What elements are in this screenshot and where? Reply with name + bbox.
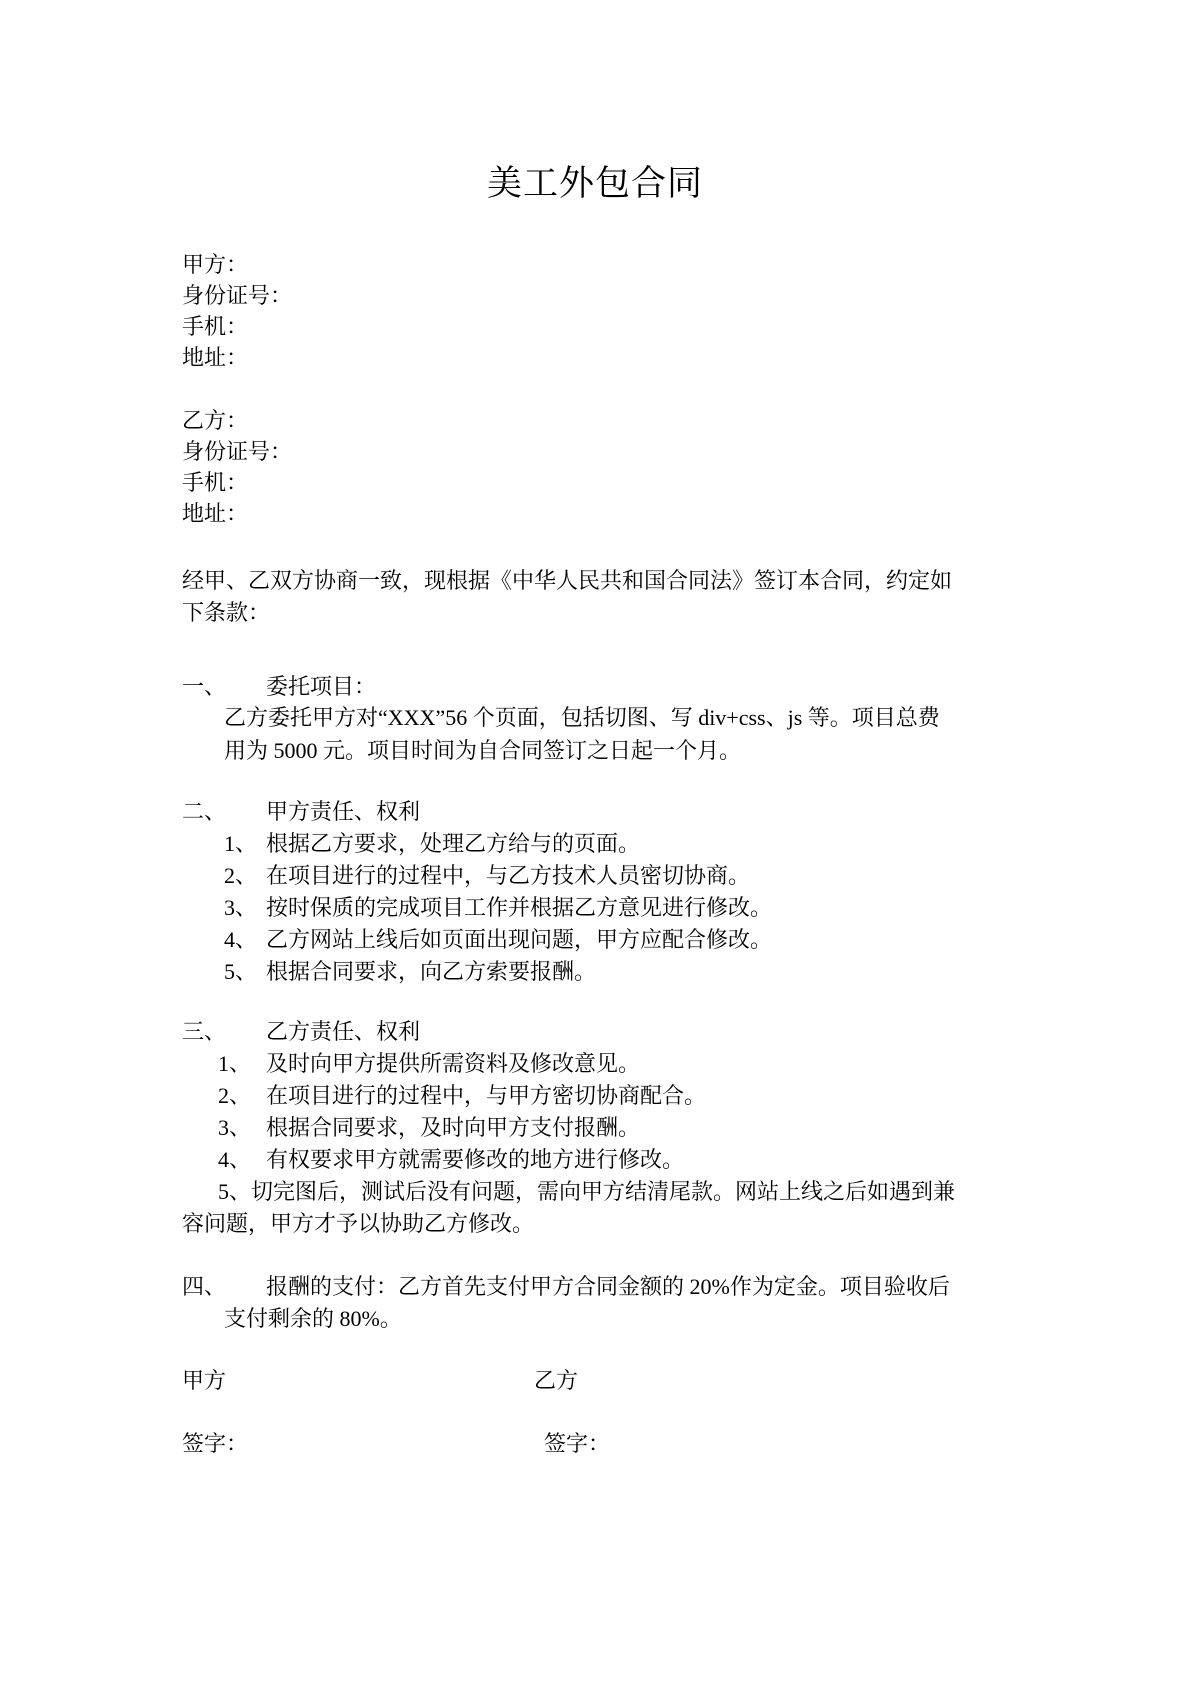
party-b-label: 乙方：	[182, 408, 249, 433]
section-3-title: 乙方责任、权利	[266, 1019, 421, 1044]
section-3-extra-line-2: 容问题，甲方才予以协助乙方修改。	[182, 1211, 535, 1236]
section-4-title: 报酬的支付：乙方首先支付甲方合同金额的 20%作为定金。项目验收后	[266, 1274, 950, 1299]
preamble-line-2: 下条款：	[182, 600, 271, 625]
signature-sign-a: 签字：	[182, 1431, 249, 1456]
party-b-address-label: 地址：	[182, 501, 249, 526]
item-text: 根据合同要求，向乙方索要报酬。	[266, 959, 597, 984]
party-b-id-label: 身份证号：	[182, 439, 293, 464]
section-2-item	[224, 861, 750, 891]
section-2-item	[224, 829, 640, 859]
item-text: 按时保质的完成项目工作并根据乙方意见进行修改。	[266, 895, 773, 920]
party-a-phone-label: 手机：	[182, 314, 249, 339]
party-a-address-label: 地址：	[182, 345, 249, 370]
item-text: 根据乙方要求，处理乙方给与的页面。	[266, 831, 641, 856]
preamble-line-1: 经甲、乙双方协商一致，现根据《中华人民共和国合同法》签订本合同，约定如	[182, 568, 953, 593]
section-3-item	[218, 1145, 684, 1175]
section-2-item	[224, 957, 596, 987]
section-3-heading	[182, 1017, 420, 1047]
party-a-id-label: 身份证号：	[182, 283, 293, 308]
section-3-extra-line-1: 5、切完图后，测试后没有问题，需向甲方结清尾款。网站上线之后如遇到兼	[218, 1179, 956, 1204]
item-number: 3、	[218, 1115, 252, 1140]
section-3-item	[218, 1049, 640, 1079]
section-4-body-line-1: 支付剩余的 80%。	[224, 1306, 402, 1331]
signature-party-b: 乙方	[534, 1368, 579, 1393]
signature-sign-b: 签字：	[544, 1431, 611, 1456]
item-number: 2、	[218, 1083, 252, 1108]
section-1-body-line-2: 用为 5000 元。项目时间为自合同签订之日起一个月。	[224, 738, 742, 763]
item-number: 3、	[224, 895, 258, 920]
party-b-phone-label: 手机：	[182, 470, 249, 495]
item-text: 乙方网站上线后如页面出现问题，甲方应配合修改。	[266, 927, 773, 952]
section-3-number: 三、	[182, 1019, 227, 1044]
section-3-item	[218, 1113, 640, 1143]
section-2-number: 二、	[182, 799, 227, 824]
section-1-body-line-1: 乙方委托甲方对“XXX”56 个页面，包括切图、写 div+css、js 等。项目总费	[224, 705, 940, 730]
section-2-heading	[182, 797, 420, 827]
section-4-heading	[182, 1272, 950, 1302]
item-number: 1、	[218, 1051, 252, 1076]
item-text: 有权要求甲方就需要修改的地方进行修改。	[266, 1147, 685, 1172]
section-1-number: 一、	[182, 674, 227, 699]
document-title: 美工外包合同	[486, 164, 703, 203]
item-text: 在项目进行的过程中，与甲方密切协商配合。	[266, 1083, 707, 1108]
section-1-heading	[182, 672, 376, 702]
item-number: 4、	[224, 927, 258, 952]
section-2-item	[224, 925, 772, 955]
section-3-item	[218, 1081, 706, 1111]
item-number: 1、	[224, 831, 258, 856]
item-text: 及时向甲方提供所需资料及修改意见。	[266, 1051, 641, 1076]
section-2-item	[224, 893, 772, 923]
section-1-title: 委托项目：	[266, 674, 377, 699]
section-2-title: 甲方责任、权利	[266, 799, 421, 824]
section-4-number: 四、	[182, 1274, 227, 1299]
item-text: 根据合同要求，及时向甲方支付报酬。	[266, 1115, 641, 1140]
item-number: 4、	[218, 1147, 252, 1172]
signature-party-a: 甲方	[182, 1368, 227, 1393]
party-a-label: 甲方：	[182, 252, 249, 277]
item-text: 在项目进行的过程中，与乙方技术人员密切协商。	[266, 863, 751, 888]
item-number: 5、	[224, 959, 258, 984]
item-number: 2、	[224, 863, 258, 888]
